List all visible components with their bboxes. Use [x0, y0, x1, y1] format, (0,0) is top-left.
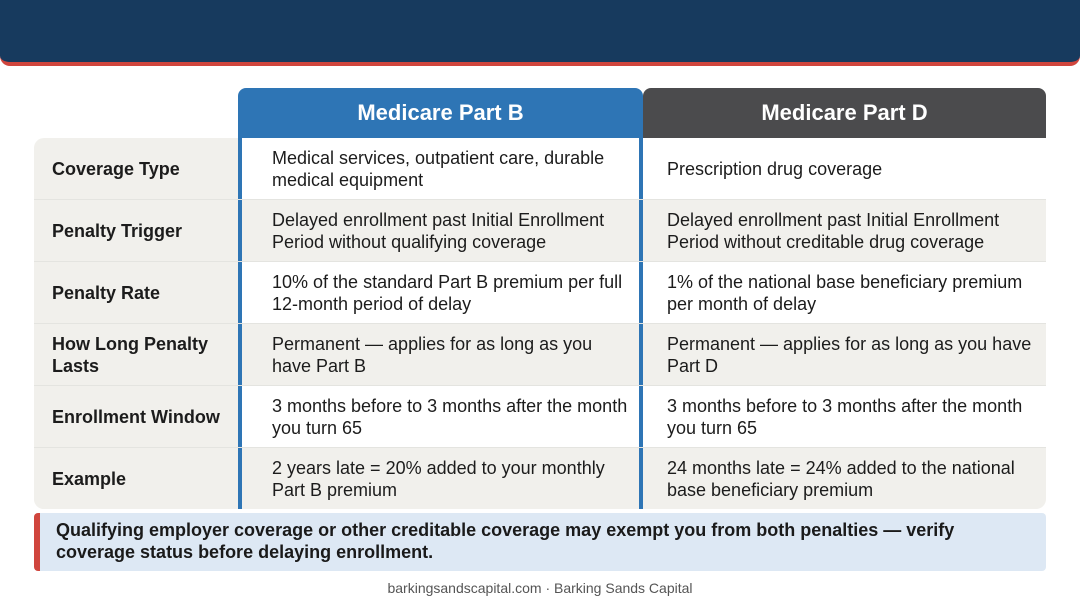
row-label: Coverage Type	[34, 138, 238, 199]
part-b-cell: 3 months before to 3 months after the month you turn 65	[238, 386, 643, 447]
table-body	[34, 138, 1046, 509]
comparison-table	[34, 88, 1046, 509]
part-d-cell: Prescription drug coverage	[667, 158, 883, 179]
row-label: How Long Penalty Lasts	[34, 324, 238, 385]
table-header-row	[34, 88, 1046, 138]
table-row	[34, 323, 1046, 385]
row-label: Enrollment Window	[34, 386, 238, 447]
row-label: Penalty Trigger	[34, 200, 238, 261]
table-row	[34, 385, 1046, 447]
part-b-cell: Permanent — applies for as long as you have Part B	[238, 324, 643, 385]
part-d-cell: Permanent — applies for as long as you have Part D	[667, 333, 1032, 376]
footer-credit: barkingsandscapital.com · Barking Sands Capital	[387, 580, 693, 596]
table-row	[34, 138, 1046, 199]
top-banner	[0, 0, 1080, 66]
part-d-cell: 3 months before to 3 months after the month you turn 65	[667, 395, 1023, 438]
column-header-part-b: Medicare Part B	[238, 88, 643, 138]
part-d-cell: Delayed enrollment past Initial Enrollment Period without creditable drug coverage	[667, 209, 1000, 252]
part-b-cell: Delayed enrollment past Initial Enrollment Period without qualifying coverage	[238, 200, 643, 261]
part-b-cell: 10% of the standard Part B premium per full 12-month period of delay	[238, 262, 643, 323]
table-row	[34, 261, 1046, 323]
column-header-part-d: Medicare Part D	[643, 88, 1046, 138]
part-d-cell: 24 months late = 24% added to the national base beneficiary premium	[667, 457, 1015, 500]
table-row	[34, 199, 1046, 261]
part-b-cell: Medical services, outpatient care, durable medical equipment	[238, 138, 643, 199]
row-label: Penalty Rate	[34, 262, 238, 323]
row-label: Example	[34, 448, 238, 509]
part-b-cell: 2 years late = 20% added to your monthly Part B premium	[238, 448, 643, 509]
exemption-note: Qualifying employer coverage or other creditable coverage may exempt you from both penalties — verify coverage status before delaying enrollment.	[34, 513, 1046, 571]
part-d-cell: 1% of the national base beneficiary premium per month of delay	[667, 271, 1023, 314]
table-row	[34, 447, 1046, 509]
